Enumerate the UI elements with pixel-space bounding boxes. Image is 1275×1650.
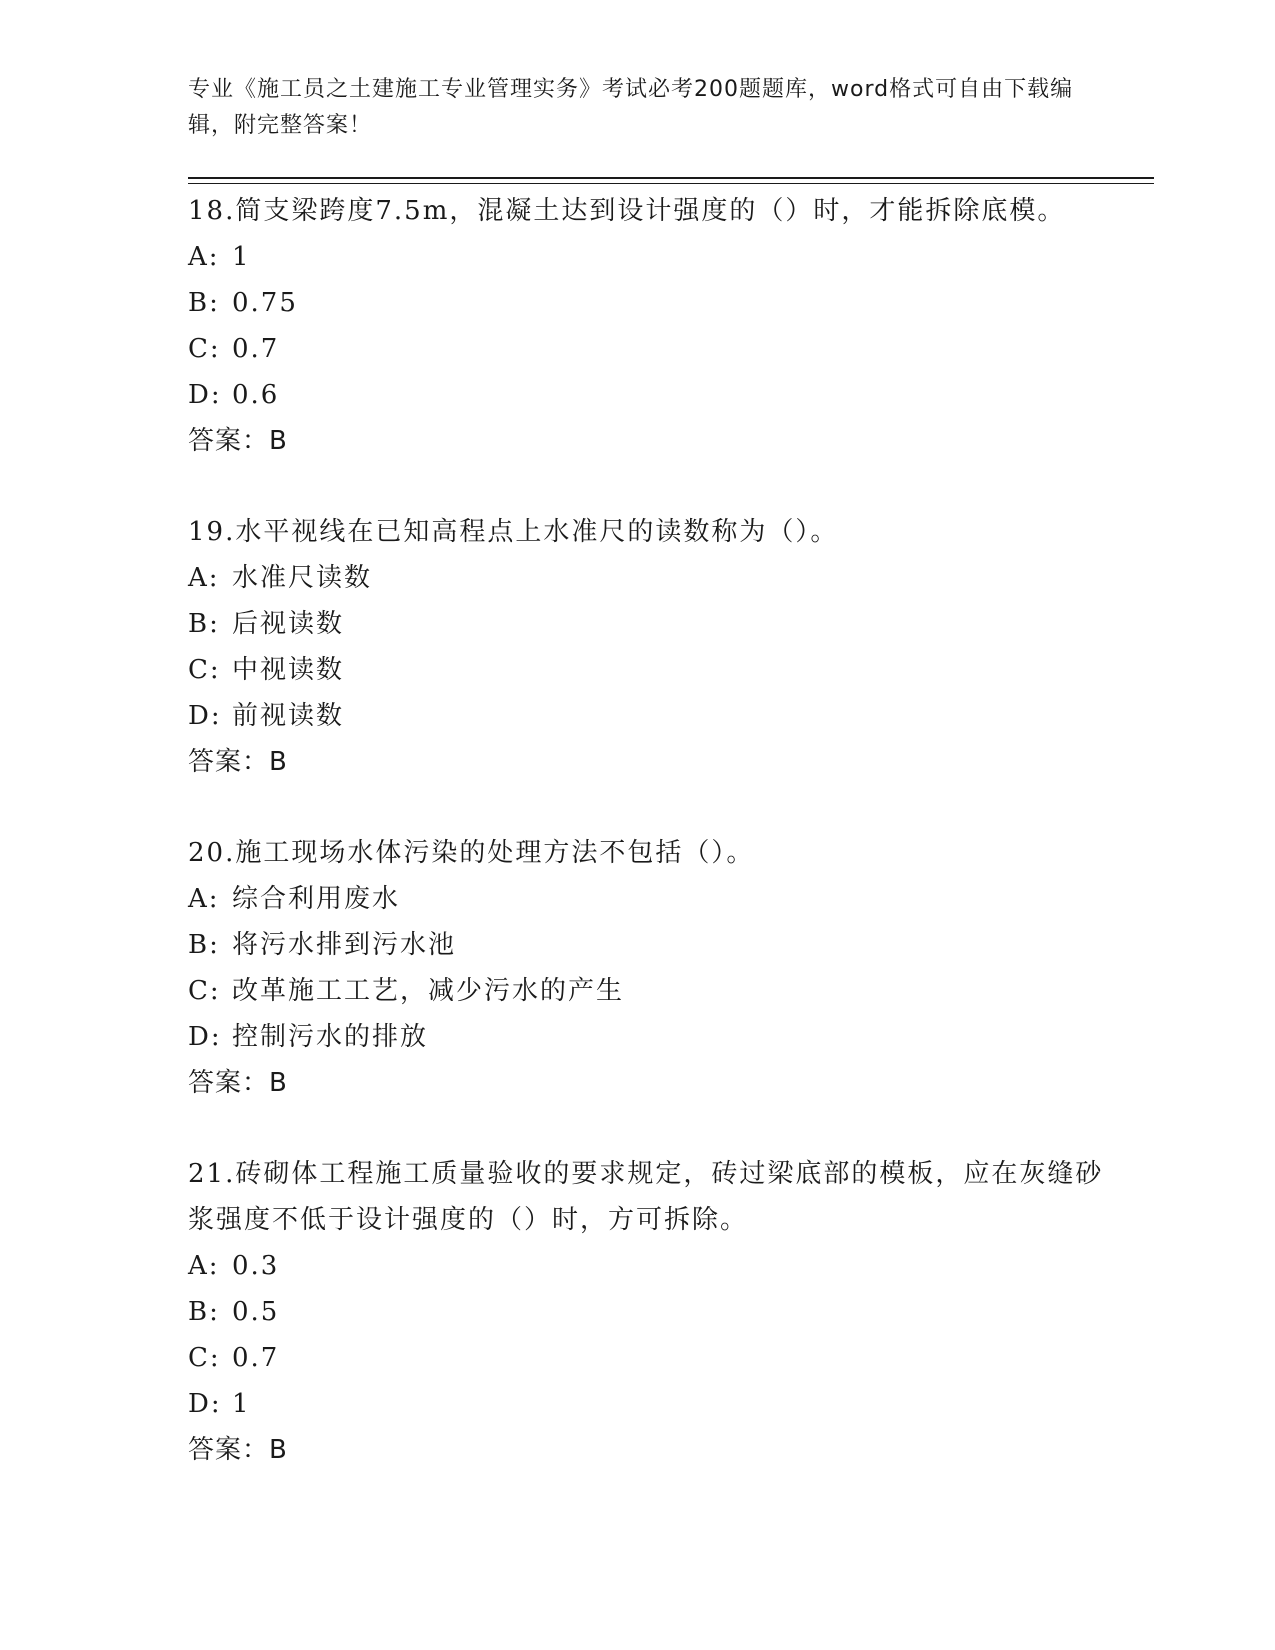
option-c xyxy=(188,326,1118,372)
option-text: 改革施工工艺，减少污水的产生 xyxy=(232,976,625,1006)
option-text: 0.7 xyxy=(232,1343,280,1373)
option-text: 将污水排到污水池 xyxy=(232,930,457,960)
option-key: B: xyxy=(188,288,220,318)
answer: 答案：B xyxy=(188,1068,288,1098)
answer: 答案：B xyxy=(188,747,288,777)
question-stem: 18.简支梁跨度7.5m，混凝土达到设计强度的（）时，才能拆除底模。 xyxy=(188,196,1066,226)
option-d xyxy=(188,1381,1118,1427)
option-key: B: xyxy=(188,1297,220,1327)
header-rule-thick xyxy=(188,177,1154,179)
answer: 答案：B xyxy=(188,426,288,456)
option-a xyxy=(188,876,1118,922)
option-b xyxy=(188,922,1118,968)
question-stem: 20.施工现场水体污染的处理方法不包括（）。 xyxy=(188,838,755,868)
option-key: A: xyxy=(188,884,220,914)
option-key: A: xyxy=(188,563,220,593)
option-text: 0.7 xyxy=(232,334,280,364)
option-text: 1 xyxy=(232,1389,251,1419)
option-text: 综合利用废水 xyxy=(232,884,401,914)
option-key: C: xyxy=(188,1343,221,1373)
option-key: B: xyxy=(188,930,220,960)
option-c xyxy=(188,647,1118,693)
option-d xyxy=(188,1014,1118,1060)
question-list xyxy=(188,188,1118,1473)
option-key: A: xyxy=(188,242,220,272)
option-text: 水准尺读数 xyxy=(232,563,373,593)
option-text: 控制污水的排放 xyxy=(232,1022,429,1052)
option-key: D: xyxy=(188,380,222,410)
question-20 xyxy=(188,830,1118,1106)
option-key: A: xyxy=(188,1251,220,1281)
option-text: 前视读数 xyxy=(232,701,345,731)
option-b xyxy=(188,280,1118,326)
option-key: B: xyxy=(188,609,220,639)
option-text: 0.6 xyxy=(232,380,280,410)
option-a xyxy=(188,1243,1118,1289)
option-c xyxy=(188,1335,1118,1381)
option-text: 后视读数 xyxy=(232,609,345,639)
option-d xyxy=(188,372,1118,418)
option-key: D: xyxy=(188,1022,222,1052)
option-text: 0.5 xyxy=(232,1297,280,1327)
option-text: 0.75 xyxy=(232,288,298,318)
option-text: 中视读数 xyxy=(232,655,345,685)
question-19 xyxy=(188,509,1118,785)
option-d xyxy=(188,693,1118,739)
answer: 答案：B xyxy=(188,1435,288,1465)
option-key: C: xyxy=(188,334,221,364)
option-a xyxy=(188,555,1118,601)
option-text: 0.3 xyxy=(232,1251,280,1281)
header-rule-thin xyxy=(188,183,1154,184)
question-18 xyxy=(188,188,1118,464)
question-21 xyxy=(188,1151,1118,1473)
option-key: C: xyxy=(188,655,221,685)
option-b xyxy=(188,1289,1118,1335)
option-a xyxy=(188,234,1118,280)
option-text: 1 xyxy=(232,242,251,272)
option-b xyxy=(188,601,1118,647)
option-key: D: xyxy=(188,1389,222,1419)
question-stem: 21.砖砌体工程施工质量验收的要求规定，砖过梁底部的模板，应在灰缝砂浆强度不低于设计强度的（）时，方可拆除。 xyxy=(188,1159,1104,1235)
option-key: D: xyxy=(188,701,222,731)
question-stem: 19.水平视线在已知高程点上水准尺的读数称为（）。 xyxy=(188,517,839,547)
option-c xyxy=(188,968,1118,1014)
document-header: 专业《施工员之土建施工专业管理实务》考试必考200题题库，word格式可自由下载编辑，附完整答案！ xyxy=(188,77,1074,138)
option-key: C: xyxy=(188,976,221,1006)
